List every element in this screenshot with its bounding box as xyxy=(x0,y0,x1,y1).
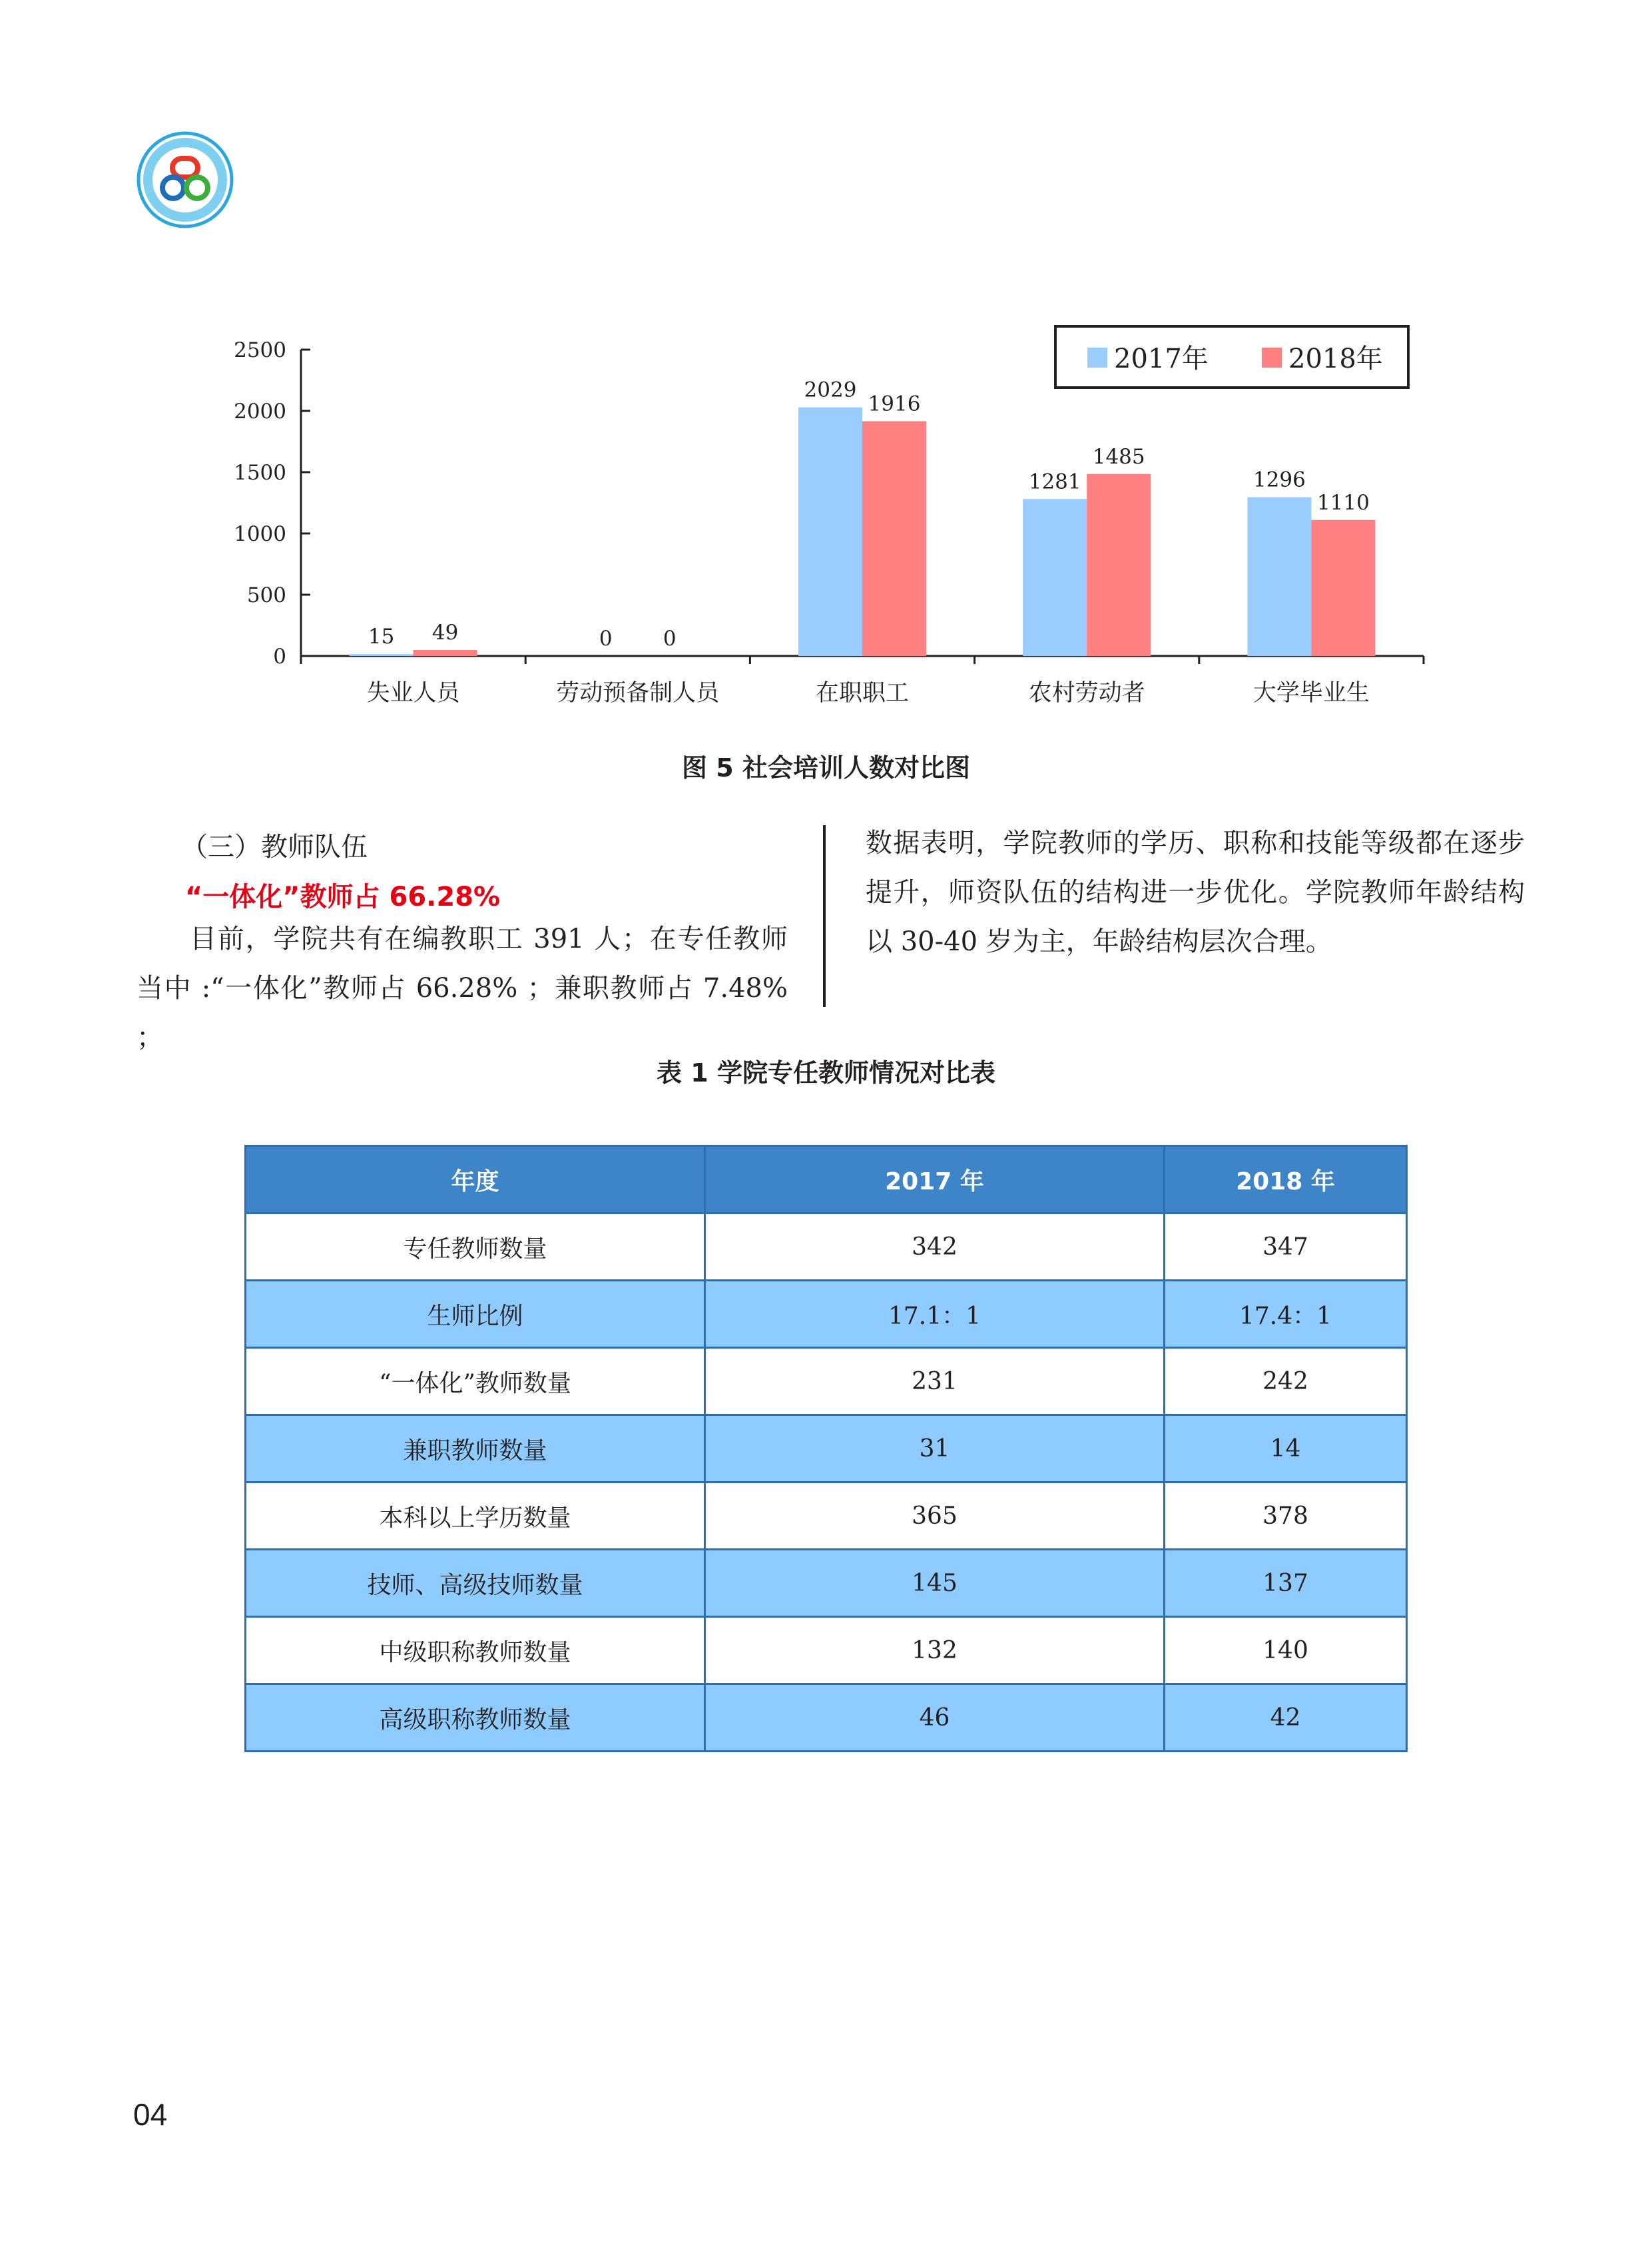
page-number: 04 xyxy=(133,2097,168,2132)
table-row xyxy=(246,1482,1407,1550)
y-tick-label: 1500 xyxy=(234,461,286,485)
highlight-title: “一体化”教师占 66.28% xyxy=(185,882,501,912)
cell-2018: 137 xyxy=(1165,1550,1407,1617)
table-header-row xyxy=(246,1146,1407,1213)
bar xyxy=(413,650,477,656)
y-tick-label: 2000 xyxy=(234,400,286,424)
section-heading: （三）教师队伍 xyxy=(181,832,368,862)
table-row xyxy=(246,1348,1407,1415)
bar xyxy=(1023,499,1087,656)
figure-caption: 图 5 社会培训人数对比图 xyxy=(682,753,970,783)
row-label: 生师比例 xyxy=(246,1281,705,1348)
y-tick-label: 0 xyxy=(273,645,286,669)
data-label: 1281 xyxy=(1028,470,1081,494)
cell-2017: 365 xyxy=(705,1482,1165,1550)
cell-2017: 46 xyxy=(705,1684,1165,1752)
bar xyxy=(350,654,413,656)
cell-2018: 17.4：1 xyxy=(1165,1281,1407,1348)
row-label: 技师、高级技师数量 xyxy=(246,1550,705,1617)
cell-2017: 342 xyxy=(705,1213,1165,1281)
legend-label: 2017年 xyxy=(1114,344,1209,374)
cell-2018: 42 xyxy=(1165,1684,1407,1752)
row-label: 高级职称教师数量 xyxy=(246,1684,705,1752)
data-label: 49 xyxy=(431,620,459,645)
row-label: 兼职教师数量 xyxy=(246,1415,705,1482)
table-row xyxy=(246,1684,1407,1752)
table-row xyxy=(246,1550,1407,1617)
row-label: 本科以上学历数量 xyxy=(246,1482,705,1550)
header-2018: 2018 年 xyxy=(1165,1146,1407,1213)
table-row xyxy=(246,1281,1407,1348)
header-2017: 2017 年 xyxy=(705,1146,1165,1213)
data-label: 2029 xyxy=(804,378,857,402)
bar xyxy=(862,421,926,656)
data-label: 1296 xyxy=(1252,468,1306,492)
bar xyxy=(1087,474,1151,656)
legend-label: 2018年 xyxy=(1288,344,1383,374)
teacher-comparison-table xyxy=(244,1145,1408,1752)
table-row xyxy=(246,1415,1407,1482)
x-tick-label: 劳动预备制人员 xyxy=(556,680,720,707)
cell-2017: 231 xyxy=(705,1348,1165,1415)
cell-2017: 132 xyxy=(705,1617,1165,1684)
cell-2017: 145 xyxy=(705,1550,1165,1617)
x-tick-label: 失业人员 xyxy=(366,680,460,707)
row-label: “一体化”教师数量 xyxy=(246,1348,705,1415)
data-label: 1110 xyxy=(1316,490,1370,515)
x-tick-label: 在职职工 xyxy=(815,680,910,707)
cell-2018: 140 xyxy=(1165,1617,1407,1684)
cell-2017: 31 xyxy=(705,1415,1165,1482)
cell-2018: 242 xyxy=(1165,1348,1407,1415)
cell-2018: 378 xyxy=(1165,1482,1407,1550)
y-tick-label: 1000 xyxy=(234,522,286,546)
x-tick-label: 大学毕业生 xyxy=(1252,680,1370,707)
header-year: 年度 xyxy=(246,1146,705,1213)
column-divider xyxy=(823,825,826,1007)
bar xyxy=(1311,520,1375,656)
row-label: 专任教师数量 xyxy=(246,1213,705,1281)
y-tick-label: 500 xyxy=(246,583,286,607)
legend-swatch xyxy=(1262,348,1282,368)
cell-2017: 17.1：1 xyxy=(705,1281,1165,1348)
training-bar-chart xyxy=(200,320,1438,733)
data-label: 15 xyxy=(368,625,395,649)
table-caption: 表 1 学院专任教师情况对比表 xyxy=(657,1058,995,1088)
body-text-right: 数据表明，学院教师的学历、职称和技能等级都在逐步提升，师资队伍的结构进一步优化。学院教师年龄结构以 30-40 岁为主，年龄结构层次合理。 xyxy=(866,828,1525,957)
table-row xyxy=(246,1617,1407,1684)
data-label: 1485 xyxy=(1092,444,1145,469)
data-label: 0 xyxy=(663,627,677,651)
data-label: 0 xyxy=(599,627,613,651)
body-text-left: 目前，学院共有在编教职工 391 人；在专任教师当中 :“一体化”教师占 66.28% ；兼职教师占 7.48% ； xyxy=(137,924,788,1053)
cell-2018: 347 xyxy=(1165,1213,1407,1281)
bar xyxy=(798,408,862,656)
cell-2018: 14 xyxy=(1165,1415,1407,1482)
data-label: 1916 xyxy=(868,392,921,416)
row-label: 中级职称教师数量 xyxy=(246,1617,705,1684)
y-tick-label: 2500 xyxy=(234,338,286,362)
legend-swatch xyxy=(1087,348,1107,368)
x-tick-label: 农村劳动者 xyxy=(1028,680,1145,707)
bar xyxy=(1247,497,1311,656)
table-row xyxy=(246,1213,1407,1281)
college-logo-icon xyxy=(136,131,234,229)
